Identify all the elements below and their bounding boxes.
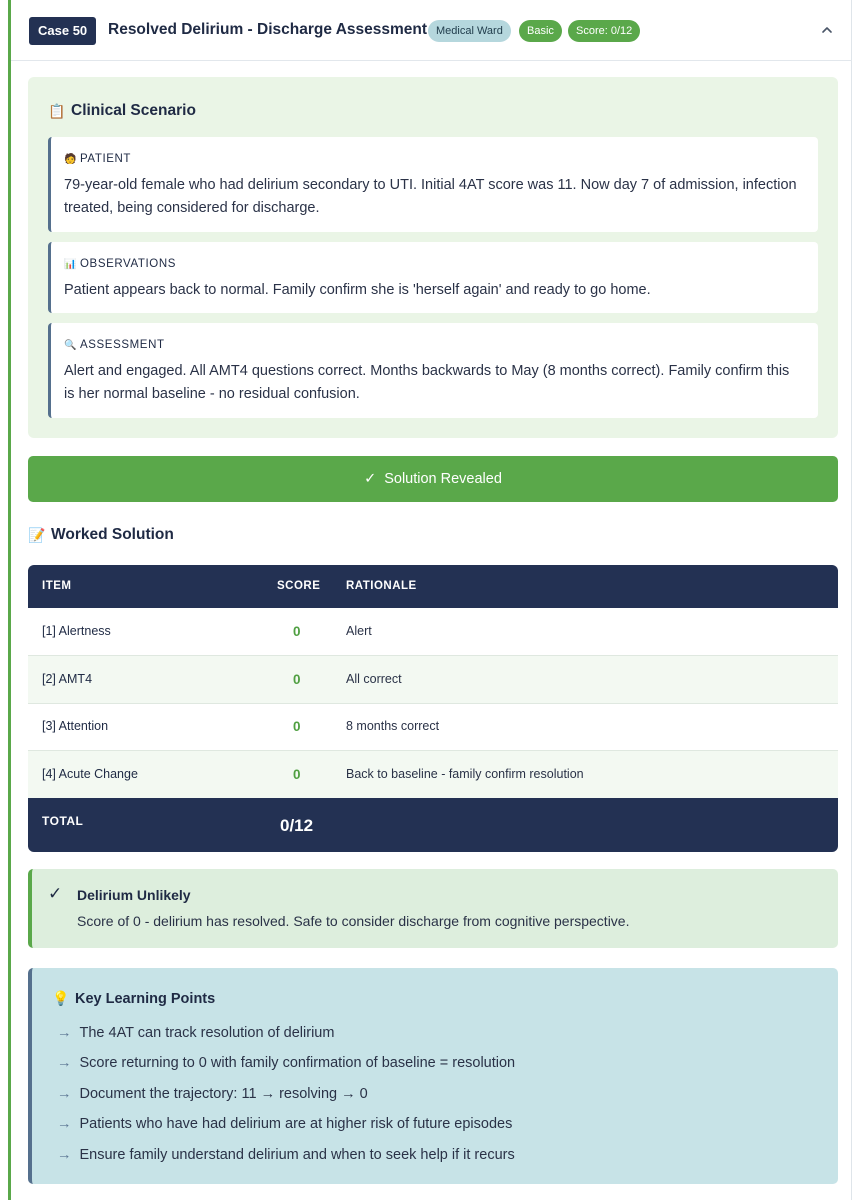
score-badge: Score: 0/12 [568,20,640,42]
list-item [57,1025,334,1041]
row-item: [1] Alertness [42,624,111,638]
list-item [57,1055,515,1071]
observations-label-text: OBSERVATIONS [80,258,177,270]
row-rationale: Alert [346,624,372,638]
case-number-tag: Case 50 [29,17,96,45]
score-table [28,565,838,852]
check-icon: ✓ [364,471,377,487]
person-icon: 🧑 [64,153,78,165]
observations-text: Patient appears back to normal. Family confirm she is 'herself again' and ready to go home. [64,282,651,298]
chevron-up-icon[interactable] [819,22,835,38]
row-score: 0 [293,624,301,639]
row-item: [2] AMT4 [42,672,93,686]
column-header-item: ITEM [42,580,72,592]
total-label: TOTAL [42,814,84,828]
patient-label-text: PATIENT [80,153,132,165]
assessment-card [48,323,818,418]
row-rationale: All correct [346,672,402,686]
list-item-text: Patients who have had delirium are at higher risk of future episodes [79,1116,513,1132]
table-row [28,608,838,656]
arrow-right-icon: → [57,1025,72,1041]
list-item [57,1147,515,1163]
result-text: Score of 0 - delirium has resolved. Safe to consider discharge from cognitive perspective. [77,913,630,929]
clinical-scenario-title: Clinical Scenario [71,102,196,119]
list-item [57,1116,512,1132]
key-learning-points [28,968,838,1184]
patient-card [48,137,818,232]
case-panel [8,0,852,1200]
patient-text: 79-year-old female who had delirium secondary to UTI. Initial 4AT score was 11. Now day 7 of admission, infection treated, being considered for discharge. [64,177,797,216]
lightbulb-icon: 💡 [52,990,70,1006]
solution-revealed-button[interactable] [28,456,838,502]
observations-card [48,242,818,313]
result-callout [28,869,838,948]
assessment-label [64,339,165,351]
patient-label [64,153,131,165]
list-item-text: Document the trajectory: 11 → resolving → 0 [79,1086,368,1102]
table-row [28,751,838,799]
assessment-label-text: ASSESSMENT [80,339,165,351]
level-badge: Basic [519,20,562,42]
case-title: Resolved Delirium - Discharge Assessment [108,21,428,38]
column-header-score: SCORE [277,580,321,592]
worked-solution-title: Worked Solution [51,526,174,543]
clinical-scenario-heading [48,102,196,120]
table-total-row [28,798,838,852]
observations-label [64,258,176,270]
clipboard-icon: 📋 [48,102,66,119]
column-header-rationale: RATIONALE [346,580,417,592]
arrow-right-icon: → [57,1086,72,1102]
solution-revealed-label: Solution Revealed [384,471,502,487]
list-item-text: Ensure family understand delirium and when to seek help if it recurs [79,1147,515,1163]
list-item-text: The 4AT can track resolution of delirium [79,1025,335,1041]
table-header [28,565,838,608]
magnifier-icon: 🔍 [64,339,78,351]
row-item: [4] Acute Change [42,767,138,781]
arrow-right-icon: → [57,1147,72,1163]
learning-title: Key Learning Points [75,990,216,1007]
learning-heading [52,990,215,1007]
list-item [57,1086,368,1102]
table-row [28,703,838,751]
row-rationale: Back to baseline - family confirm resolution [346,767,584,781]
bar-chart-icon: 📊 [64,258,78,270]
arrow-right-icon: → [57,1055,72,1071]
worked-solution-heading [28,526,174,544]
check-icon: ✓ [48,884,63,903]
row-rationale: 8 months correct [346,719,440,733]
table-row [28,656,838,704]
clinical-scenario-section [28,77,838,438]
row-item: [3] Attention [42,719,109,733]
case-header[interactable] [11,0,852,61]
ward-badge: Medical Ward [428,20,511,42]
result-title: Delirium Unlikely [77,887,191,903]
list-item-text: Score returning to 0 with family confirmation of baseline = resolution [79,1055,516,1071]
memo-icon: 📝 [28,526,46,543]
row-score: 0 [293,767,301,782]
assessment-text: Alert and engaged. All AMT4 questions correct. Months backwards to May (8 months correct). Family confirm this is her normal baseline - no residual confusion. [64,363,790,402]
row-score: 0 [293,672,301,687]
row-score: 0 [293,719,301,734]
arrow-right-icon: → [57,1116,72,1132]
total-value: 0/12 [280,816,314,835]
